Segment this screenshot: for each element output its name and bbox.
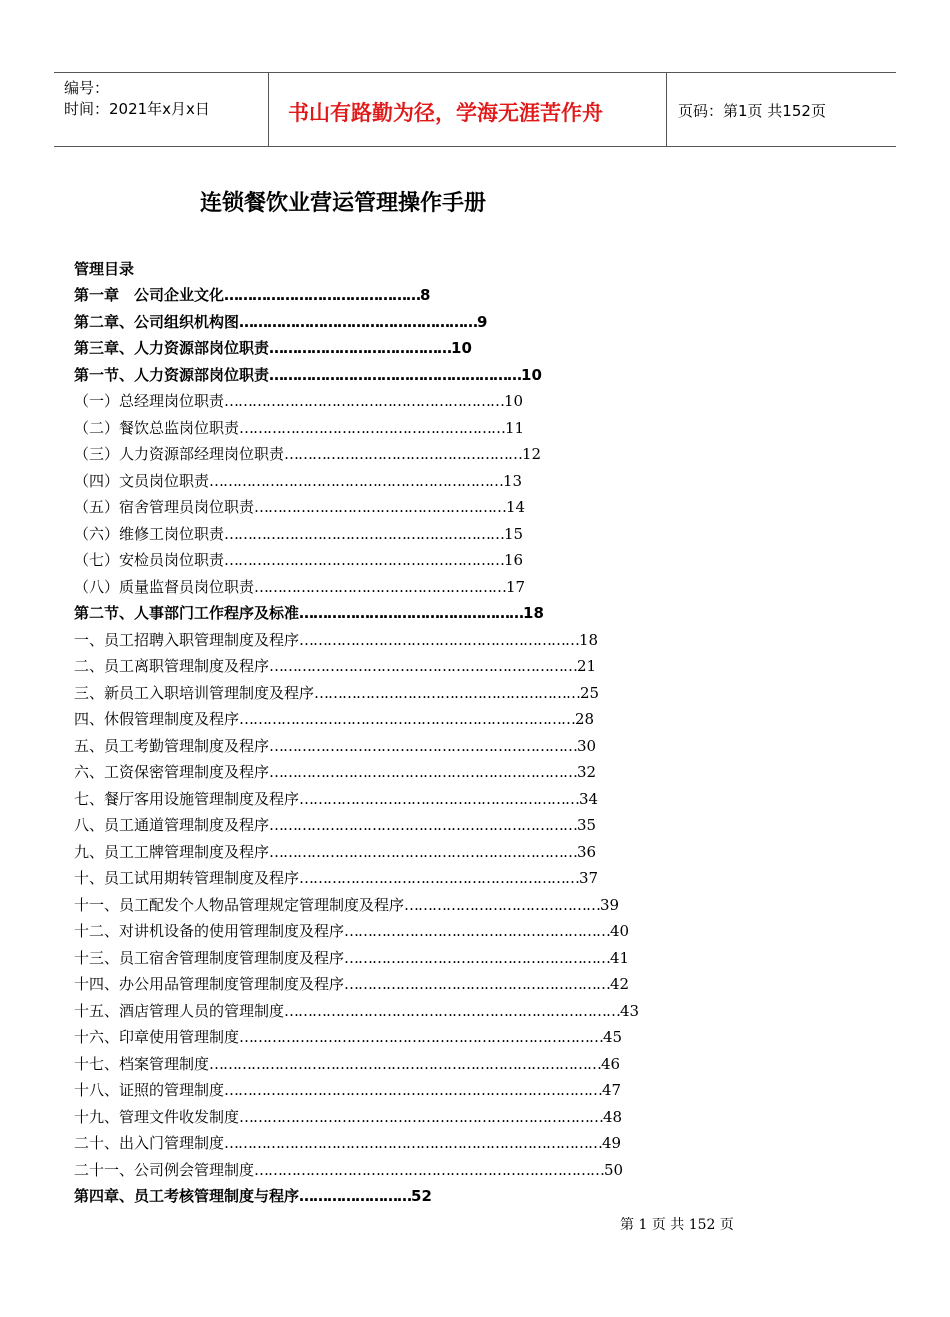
toc-entry-leader: ………………………………………………… xyxy=(314,683,581,702)
toc-entry-leader: …………………………………………………… xyxy=(224,524,505,543)
toc-entry-page: 46 xyxy=(601,1054,621,1073)
toc-entry-page: 28 xyxy=(575,710,595,728)
toc-entry-label: 九、员工工牌管理制度及程序 xyxy=(74,842,270,861)
toc-entry-leader: …………………………………………………… xyxy=(224,551,505,569)
toc-entry xyxy=(74,496,525,522)
toc-entry-label: （八）质量监督员岗位职责 xyxy=(74,577,255,596)
toc-entry xyxy=(74,1053,620,1079)
toc-entry-label: 第三章、人力资源部岗位职责 xyxy=(74,339,270,357)
toc-entry xyxy=(74,788,598,814)
toc-entry-label: 第二章、公司组织机构图 xyxy=(74,312,240,331)
toc-entry xyxy=(74,1185,432,1211)
toc-entry-page: 39 xyxy=(600,895,620,914)
toc-entry-leader: ………………………………………………… xyxy=(344,975,611,993)
toc-entry xyxy=(74,682,599,708)
toc-entry-label: 四、休假管理制度及程序 xyxy=(74,710,240,728)
toc-entry-page: 18 xyxy=(523,604,544,622)
header-page-cell xyxy=(666,73,896,146)
page-header xyxy=(54,72,896,147)
toc-entry-leader: …………………………………………………………………… xyxy=(239,1028,604,1046)
toc-entry xyxy=(74,364,542,390)
toc-entry-leader: ………………………………………………… xyxy=(344,948,611,967)
toc-entry xyxy=(74,1000,639,1026)
toc-entry-page: 18 xyxy=(579,630,599,649)
toc-entry-page: 8 xyxy=(420,286,431,304)
document-title: 连锁餐饮业营运管理操作手册 xyxy=(200,190,487,216)
toc-entry-page: 34 xyxy=(579,789,599,808)
toc-entry-leader: ……………………………………………………………… xyxy=(239,710,576,728)
toc-entry-page: 32 xyxy=(577,763,597,781)
document-time-label: 时间：2021年x月x日 xyxy=(64,100,210,118)
toc-entry-page: 50 xyxy=(604,1160,624,1179)
toc-entry-label: 二十一、公司例会管理制度 xyxy=(74,1160,255,1179)
toc-entry xyxy=(74,443,541,469)
toc-entry-leader: ………………………………… xyxy=(269,339,452,357)
toc-entry-leader: …………………… xyxy=(299,1187,412,1205)
toc-entry-leader: …………………………………… xyxy=(224,286,421,304)
toc-entry-page: 10 xyxy=(521,365,542,384)
toc-entry-page: 12 xyxy=(522,445,542,463)
toc-entry-leader: ………………………………………………………… xyxy=(269,657,578,675)
toc-entry-page: 13 xyxy=(503,471,523,490)
toc-entry-label: 十四、办公用品管理制度管理制度及程序 xyxy=(74,975,345,993)
toc-entry xyxy=(74,1026,622,1052)
toc-entry xyxy=(74,973,629,999)
header-left-cell xyxy=(54,73,269,146)
toc-entry-label: （一）总经理岗位职责 xyxy=(74,392,225,410)
toc-entry-label: 二、员工离职管理制度及程序 xyxy=(74,657,270,675)
toc-entry xyxy=(74,311,487,337)
toc-entry-leader: …………………………………………………… xyxy=(299,789,580,808)
toc-entry-label: 第四章、员工考核管理制度与程序 xyxy=(74,1187,300,1205)
toc-entry-label: 十二、对讲机设备的使用管理制度及程序 xyxy=(74,922,345,940)
toc-entry-page: 35 xyxy=(577,816,597,834)
toc-entry-leader: ………………………………………………………… xyxy=(269,736,578,755)
toc-entry xyxy=(74,920,629,946)
toc-entry-leader: …………………………………………………………………… xyxy=(239,1107,604,1126)
toc-entry-page: 16 xyxy=(504,551,524,569)
toc-entry xyxy=(74,390,523,416)
toc-entry xyxy=(74,470,522,496)
toc-entry xyxy=(74,655,596,681)
toc-entry-leader: ………………………………………………………… xyxy=(269,763,578,781)
toc-entry-label: （五）宿舍管理员岗位职责 xyxy=(74,498,255,516)
toc-entry-page: 47 xyxy=(602,1081,622,1099)
toc-entry-label: （六）维修工岗位职责 xyxy=(74,524,225,543)
toc-entry xyxy=(74,629,598,655)
toc-entry-page: 10 xyxy=(451,339,472,357)
toc-entry-page: 37 xyxy=(579,869,599,887)
toc-entry xyxy=(74,337,472,363)
toc-entry xyxy=(74,549,523,575)
toc-entry-label: 七、餐厅客用设施管理制度及程序 xyxy=(74,789,300,808)
toc-entry xyxy=(74,417,524,443)
toc-entry-leader: ………………………………………… xyxy=(299,604,524,622)
toc-entry-label: （三）人力资源部经理岗位职责 xyxy=(74,445,285,463)
header-motto-cell xyxy=(268,73,667,146)
toc-entry-page: 43 xyxy=(620,1001,640,1020)
toc-entry xyxy=(74,708,594,734)
toc-entry-label: （四）文员岗位职责 xyxy=(74,471,210,490)
toc-entry-label: 一、员工招聘入职管理制度及程序 xyxy=(74,630,300,649)
toc-entry-label: 三、新员工入职培训管理制度及程序 xyxy=(74,683,315,702)
toc-entry-label: 第一节、人力资源部岗位职责 xyxy=(74,365,270,384)
toc-entry-label: 八、员工通道管理制度及程序 xyxy=(74,816,270,834)
toc-entry-page: 40 xyxy=(610,922,630,940)
toc-entry-label: 十一、员工配发个人物品管理规定管理制度及程序 xyxy=(74,895,405,914)
toc-entry-label: 十、员工试用期转管理制度及程序 xyxy=(74,869,300,887)
toc-entry-page: 14 xyxy=(506,498,526,516)
toc-entry xyxy=(74,1159,623,1185)
toc-entry-page: 36 xyxy=(577,842,597,861)
toc-entry-leader: ………………………………………………………… xyxy=(269,842,578,861)
toc-entry xyxy=(74,1132,621,1158)
toc-entry-leader: ………………………………………………… xyxy=(344,922,611,940)
toc-entry-page: 42 xyxy=(610,975,630,993)
toc-entry-label: （七）安检员岗位职责 xyxy=(74,551,225,569)
toc-heading: 管理目录 xyxy=(74,260,135,278)
toc-entry-leader: ………………………………………………………………………… xyxy=(209,1054,602,1073)
toc-entry-leader: …………………………………………………… xyxy=(224,392,505,410)
toc-entry-label: （二）餐饮总监岗位职责 xyxy=(74,418,240,437)
page-footer: 第 1 页 共 152 页 xyxy=(620,1217,734,1233)
toc-entry xyxy=(74,576,525,602)
toc-entry-page: 15 xyxy=(504,524,524,543)
toc-entry-page: 25 xyxy=(580,683,600,702)
toc-entry-page: 52 xyxy=(411,1187,432,1205)
toc-entry-page: 9 xyxy=(477,312,488,331)
toc-entry-label: 第一章 公司企业文化 xyxy=(74,286,225,304)
toc-entry-label: 五、员工考勤管理制度及程序 xyxy=(74,736,270,755)
toc-entry xyxy=(74,867,598,893)
toc-entry-label: 十七、档案管理制度 xyxy=(74,1054,210,1073)
toc-entry-leader: …………………………………………… xyxy=(239,312,478,331)
toc-entry-label: 第二节、人事部门工作程序及标准 xyxy=(74,604,300,622)
toc-entry xyxy=(74,602,544,628)
toc-entry-leader: …………………………………………………… xyxy=(299,630,580,649)
toc-entry-leader: …………………………………………………… xyxy=(299,869,580,887)
toc-entry-label: 十九、管理文件收发制度 xyxy=(74,1107,240,1126)
toc-entry-label: 十六、印章使用管理制度 xyxy=(74,1028,240,1046)
toc-entry-leader: ………………………………………………………… xyxy=(269,816,578,834)
toc-entry-leader: ……………………………………………………… xyxy=(209,471,504,490)
header-page-info: 页码：第1页 共152页 xyxy=(678,102,826,120)
toc-entry-leader: ………………………………………………………………… xyxy=(254,1160,605,1179)
toc-entry-leader: ……………………………………………………………………… xyxy=(224,1134,603,1152)
toc-entry-leader: ………………………………………………… xyxy=(239,418,506,437)
toc-entry-leader: ……………………………………………… xyxy=(269,365,522,384)
toc-entry xyxy=(74,735,596,761)
toc-entry-page: 10 xyxy=(504,392,524,410)
toc-entry-leader: ……………………………………………… xyxy=(254,498,507,516)
toc-entry xyxy=(74,1079,621,1105)
toc-entry xyxy=(74,761,596,787)
toc-entry-leader: ……………………………………………… xyxy=(254,577,507,596)
toc-entry-label: 十五、酒店管理人员的管理制度 xyxy=(74,1001,285,1020)
document-number-label: 编号： xyxy=(64,79,110,97)
toc-entry-label: 十三、员工宿舍管理制度管理制度及程序 xyxy=(74,948,345,967)
toc-entry xyxy=(74,523,523,549)
toc-entry-page: 11 xyxy=(505,418,525,437)
toc-entry-page: 49 xyxy=(602,1134,622,1152)
toc-entry xyxy=(74,814,596,840)
toc-entry-leader: …………………………………………… xyxy=(284,445,523,463)
toc-entry xyxy=(74,1106,622,1132)
toc-entry-page: 48 xyxy=(603,1107,623,1126)
toc-entry-label: 二十、出入门管理制度 xyxy=(74,1134,225,1152)
toc-entry-label: 六、工资保密管理制度及程序 xyxy=(74,763,270,781)
toc-entry-leader: ……………………………………………………………………… xyxy=(224,1081,603,1099)
toc-entry-leader: …………………………………… xyxy=(404,895,601,914)
header-motto: 书山有路勤为径，学海无涯苦作舟 xyxy=(288,100,603,125)
toc-entry-label: 十八、证照的管理制度 xyxy=(74,1081,225,1099)
toc-entry-page: 45 xyxy=(603,1028,623,1046)
toc-entry xyxy=(74,284,430,310)
toc-entry-page: 30 xyxy=(577,736,597,755)
toc-entry-leader: ……………………………………………………………… xyxy=(284,1001,621,1020)
toc-entry-page: 17 xyxy=(506,577,526,596)
toc-entry-page: 21 xyxy=(577,657,597,675)
toc-entry xyxy=(74,894,619,920)
toc-entry xyxy=(74,947,629,973)
toc-entry xyxy=(74,841,596,867)
toc-entry-page: 41 xyxy=(610,948,630,967)
